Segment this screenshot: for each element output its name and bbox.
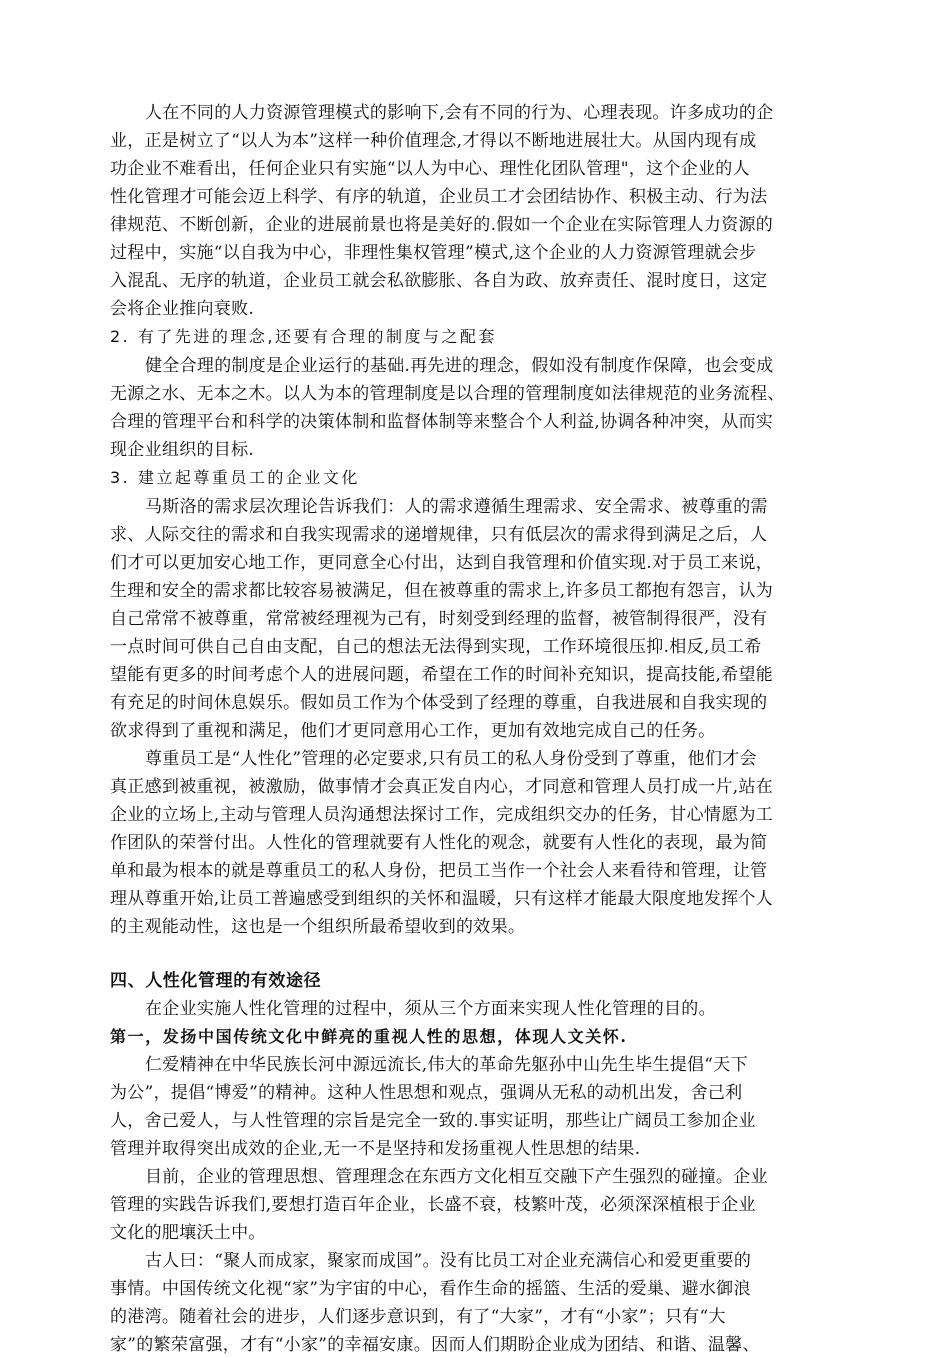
chapter-heading: 四、人性化管理的有效途径 xyxy=(110,971,322,991)
paragraph-line: 管理并取得突出成效的企业,无一不是坚持和发扬重视人性思想的结果. xyxy=(110,1139,641,1159)
paragraph-line: 功企业不难看出，任何企业只有实施“以人为中心、理性化团队管理"，这个企业的人 xyxy=(110,159,750,179)
paragraph-line: 有充足的时间休息娱乐。假如员工作为个体受到了经理的尊重，自我进展和自我实现的 xyxy=(110,693,768,713)
paragraph-line: 事情。中国传统文化视“家”为宇宙的中心，看作生命的摇篮、生活的爱巢、避水御浪 xyxy=(110,1279,751,1299)
paragraph-line: 无源之水、无本之木。以人为本的管理制度是以合理的管理制度如法律规范的业务流程、 xyxy=(110,384,785,404)
paragraph-line: 律规范、不断创新，企业的进展前景也将是美好的.假如一个企业在实际管理人力资源的 xyxy=(110,215,774,235)
paragraph-line: 性化管理才可能会迈上科学、有序的轨道，企业员工才会团结协作、积极主动、行为法 xyxy=(110,187,768,207)
paragraph-line: 业，正是树立了“以人为本”这样一种价值理念,才得以不断地进展壮大。从国内现有成 xyxy=(110,131,757,151)
paragraph-line: 马斯洛的需求层次理论告诉我们：人的需求遵循生理需求、安全需求、被尊重的需 xyxy=(145,497,768,517)
paragraph-line: 人在不同的人力资源管理模式的影响下,会有不同的行为、心理表现。许多成功的企 xyxy=(145,103,774,123)
paragraph-line: 家”的繁荣富强，才有“小家”的幸福安康。因而人们期盼企业成为团结、和谐、温馨、 xyxy=(110,1335,760,1355)
paragraph-line: 生理和安全的需求都比较容易被满足，但在被尊重的需求上,许多员工都抱有怨言，认为 xyxy=(110,581,774,601)
paragraph-line: 健全合理的制度是企业运行的基础.再先进的理念，假如没有制度作保障，也会变成 xyxy=(145,356,774,376)
section-heading: 3. 建立起尊重员工的企业文化 xyxy=(110,468,360,487)
paragraph-line: 们才可以更加安心地工作，更同意全心付出，达到自我管理和价值实现.对于员工来说， xyxy=(110,553,774,573)
paragraph-line: 在企业实施人性化管理的过程中，须从三个方面来实现人性化管理的目的。 xyxy=(145,999,716,1019)
paragraph-line: 文化的肥壤沃土中。 xyxy=(110,1223,266,1243)
paragraph-line: 尊重员工是“人性化”管理的必定要求,只有员工的私人身份受到了尊重，他们才会 xyxy=(145,749,757,769)
paragraph-line: 理从尊重开始,让员工普遍感受到组织的关怀和温暖，只有这样才能最大限度地发挥个人 xyxy=(110,889,774,909)
paragraph-line: 过程中，实施“以自我为中心，非理性集权管理”模式,这个企业的人力资源管理就会步 xyxy=(110,243,757,263)
paragraph-line: 管理的实践告诉我们,要想打造百年企业，长盛不衰，枝繁叶茂，必须深深植根于企业 xyxy=(110,1195,756,1215)
paragraph-line: 的港湾。随着社会的进步，人们逐步意识到，有了“大家”，才有“小家”；只有“大 xyxy=(110,1307,726,1327)
subsection-heading: 第一，发扬中国传统文化中鲜亮的重视人性的思想，体现人文关怀. xyxy=(110,1027,628,1046)
paragraph-line: 目前，企业的管理思想、管理理念在东西方文化相互交融下产生强烈的碰撞。企业 xyxy=(145,1167,768,1187)
paragraph-line: 企业的立场上,主动与管理人员沟通想法探讨工作，完成组织交办的任务，甘心情愿为工 xyxy=(110,805,774,825)
paragraph-line: 一点时间可供自己自由支配，自己的想法无法得到实现，工作环境很压抑.相反,员工希 xyxy=(110,637,762,657)
paragraph-line: 望能有更多的时间考虑个人的进展问题，希望在工作的时间补充知识，提高技能,希望能 xyxy=(110,665,774,685)
paragraph-line: 会将企业推向衰败. xyxy=(110,299,255,319)
paragraph-line: 自己常常不被尊重，常常被经理视为己有，时刻受到经理的监督，被管制得很严，没有 xyxy=(110,609,768,629)
paragraph-line: 作团队的荣誉付出。人性化的管理就要有人性化的观念，就要有人性化的表现，最为简 xyxy=(110,833,768,853)
paragraph-line: 单和最为根本的就是尊重员工的私人身份，把员工当作一个社会人来看待和管理，让管 xyxy=(110,861,768,881)
section-heading: 2. 有了先进的理念,还要有合理的制度与之配套 xyxy=(110,327,497,346)
paragraph-line: 合理的管理平台和科学的决策体制和监督体制等来整合个人利益,协调各种冲突，从而实 xyxy=(110,412,774,432)
paragraph-line: 求、人际交往的需求和自我实现需求的递增规律，只有低层次的需求得到满足之后，人 xyxy=(110,525,768,545)
paragraph-line: 仁爱精神在中华民族长河中源远流长,伟大的革命先躯孙中山先生毕生提倡“天下 xyxy=(145,1055,748,1075)
paragraph-line: 古人曰：“聚人而成家，聚家而成国”。没有比员工对企业充满信心和爱更重要的 xyxy=(145,1251,752,1271)
paragraph-line: 现企业组织的目标. xyxy=(110,440,255,460)
paragraph-line: 为公”，提倡“博爱”的精神。这种人性思想和观点，强调从无私的动机出发，舍己利 xyxy=(110,1083,743,1103)
paragraph-line: 人，舍己爱人，与人性管理的宗旨是完全一致的.事实证明，那些让广阔员工参加企业 xyxy=(110,1111,756,1131)
paragraph-line: 欲求得到了重视和满足，他们才更同意用心工作，更加有效地完成自己的任务。 xyxy=(110,721,716,741)
paragraph-line: 真正感到被重视，被激励，做事情才会真正发自内心，才同意和管理人员打成一片,站在 xyxy=(110,777,774,797)
paragraph-line: 入混乱、无序的轨道，企业员工就会私欲膨胀、各自为政、放弃责任、混时度日，这定 xyxy=(110,271,768,291)
paragraph-line: 的主观能动性，这也是一个组织所最希望收到的效果。 xyxy=(110,917,526,937)
